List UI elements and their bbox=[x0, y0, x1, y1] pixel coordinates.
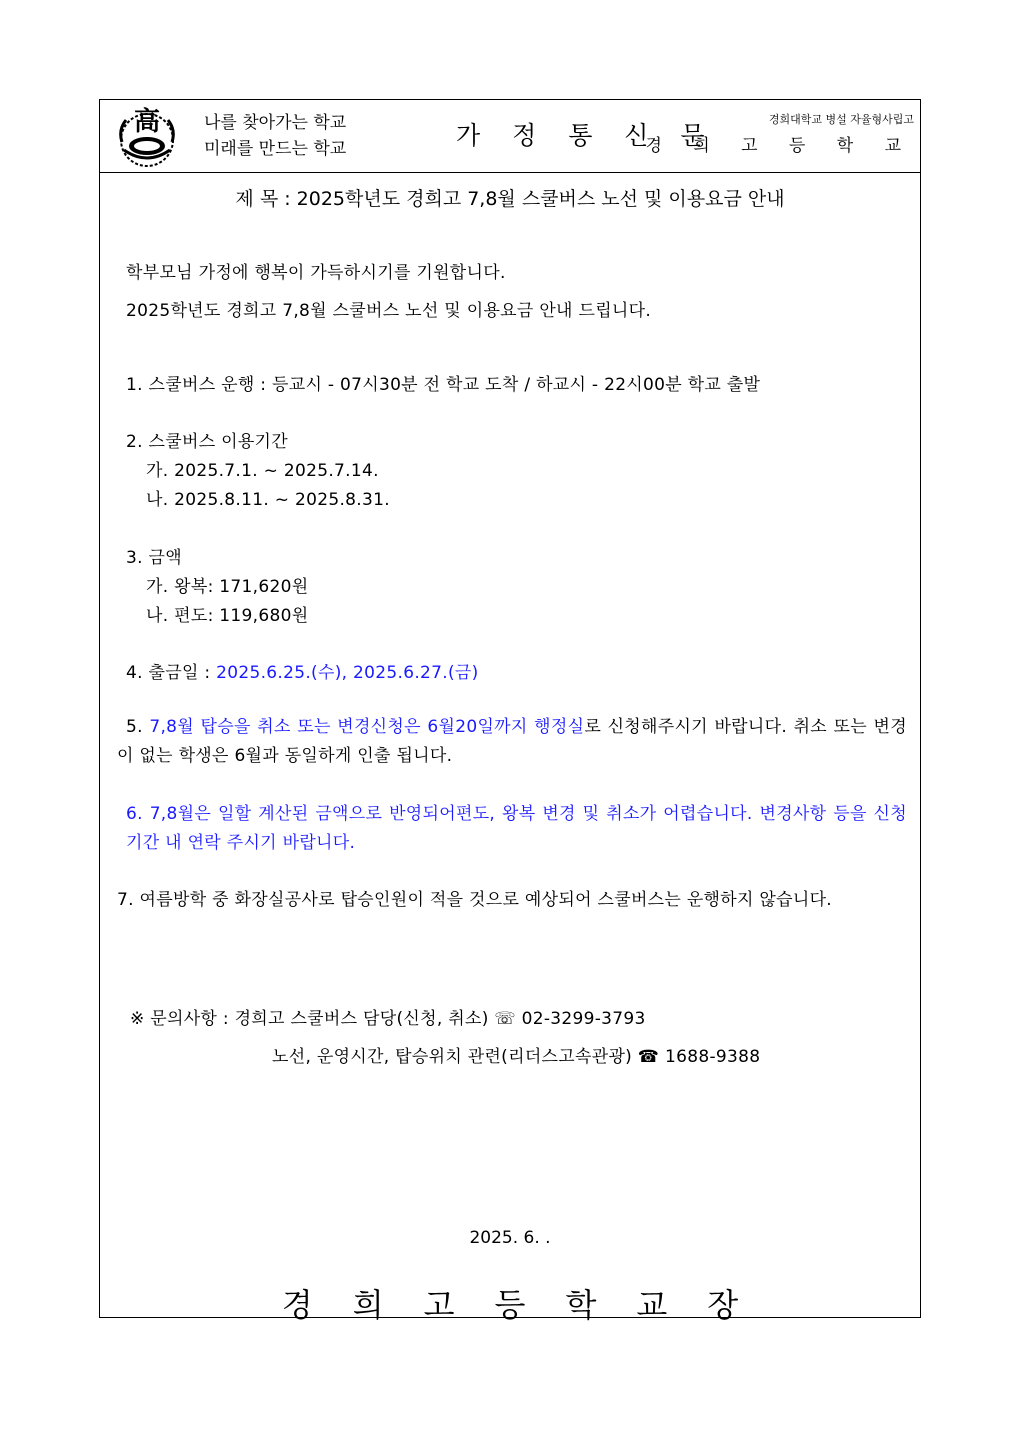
school-name: 경 희 고 등 학 교 bbox=[645, 136, 914, 156]
item-3-roundtrip-fee: 가. 왕복: 171,620원 bbox=[146, 577, 309, 597]
item-2-period-b: 나. 2025.8.11. ~ 2025.8.31. bbox=[146, 490, 390, 510]
item-5-number: 5. bbox=[126, 717, 150, 737]
contact-line-1: ※ 문의사항 : 경희고 스쿨버스 담당(신청, 취소) ☏ 02-3299-3793 bbox=[130, 1009, 646, 1029]
item-1-bus-operation: 1. 스쿨버스 운행 : 등교시 - 07시30분 전 학교 도착 / 하교시 - 22시00분 학교 출발 bbox=[126, 375, 761, 395]
motto-line-2: 미래를 만드는 학교 bbox=[204, 139, 347, 159]
contact-line-2: 노선, 운영시간, 탑승위치 관련(리더스고속관광) ☎ 1688-9388 bbox=[272, 1047, 761, 1067]
school-info bbox=[645, 111, 914, 156]
subject-line: 제 목 : 2025학년도 경희고 7,8월 스쿨버스 노선 및 이용요금 안내 bbox=[235, 188, 785, 210]
item-5-cancellation bbox=[117, 713, 907, 771]
motto-line-1: 나를 찾아가는 학교 bbox=[204, 113, 347, 133]
item-2-period-a: 가. 2025.7.1. ~ 2025.7.14. bbox=[146, 461, 379, 481]
svg-text:高: 高 bbox=[133, 107, 161, 137]
school-affiliation: 경희대학교 병설 자율형사립고 bbox=[768, 113, 914, 126]
newsletter-header bbox=[100, 100, 920, 173]
item-5-rest: 로 신청해주시기 바랍니다. 취소 또는 변경이 없는 학생은 6월과 동일하게 인출 됩니다. bbox=[117, 717, 907, 766]
item-3-title: 3. 금액 bbox=[126, 548, 182, 568]
school-emblem-logo bbox=[108, 102, 186, 168]
item-4-dates: 2025.6.25.(수), 2025.6.27.(금) bbox=[216, 663, 479, 683]
issue-date: 2025. 6. . bbox=[469, 1228, 551, 1248]
newsletter-title: 가 정 통 신 문 bbox=[456, 121, 717, 150]
item-4-label: 4. 출금일 : bbox=[126, 663, 217, 683]
greeting-line-2: 2025학년도 경희고 7,8월 스쿨버스 노선 및 이용요금 안내 드립니다. bbox=[126, 301, 652, 321]
greeting-line-1: 학부모님 가정에 행복이 가득하시기를 기원합니다. bbox=[126, 263, 506, 283]
school-motto bbox=[204, 110, 346, 162]
item-6-notice: 6. 7,8월은 일할 계산된 금액으로 반영되어편도, 왕복 변경 및 취소가 어렵습니다. 변경사항 등을 신청 기간 내 연락 주시기 바랍니다. bbox=[126, 804, 907, 853]
item-7-no-service: 7. 여름방학 중 화장실공사로 탑승인원이 적을 것으로 예상되어 스쿨버스는 운행하지 않습니다. bbox=[117, 890, 832, 910]
newsletter-frame bbox=[99, 99, 921, 1324]
item-4-withdrawal bbox=[126, 658, 479, 683]
item-5-highlight: 7,8월 탑승을 취소 또는 변경신청은 6월20일까지 행정실 bbox=[149, 717, 585, 737]
principal-signature: 경희고등학교장 bbox=[281, 1286, 779, 1324]
item-2-title: 2. 스쿨버스 이용기간 bbox=[126, 432, 289, 452]
item-3-oneway-fee: 나. 편도: 119,680원 bbox=[146, 606, 309, 626]
